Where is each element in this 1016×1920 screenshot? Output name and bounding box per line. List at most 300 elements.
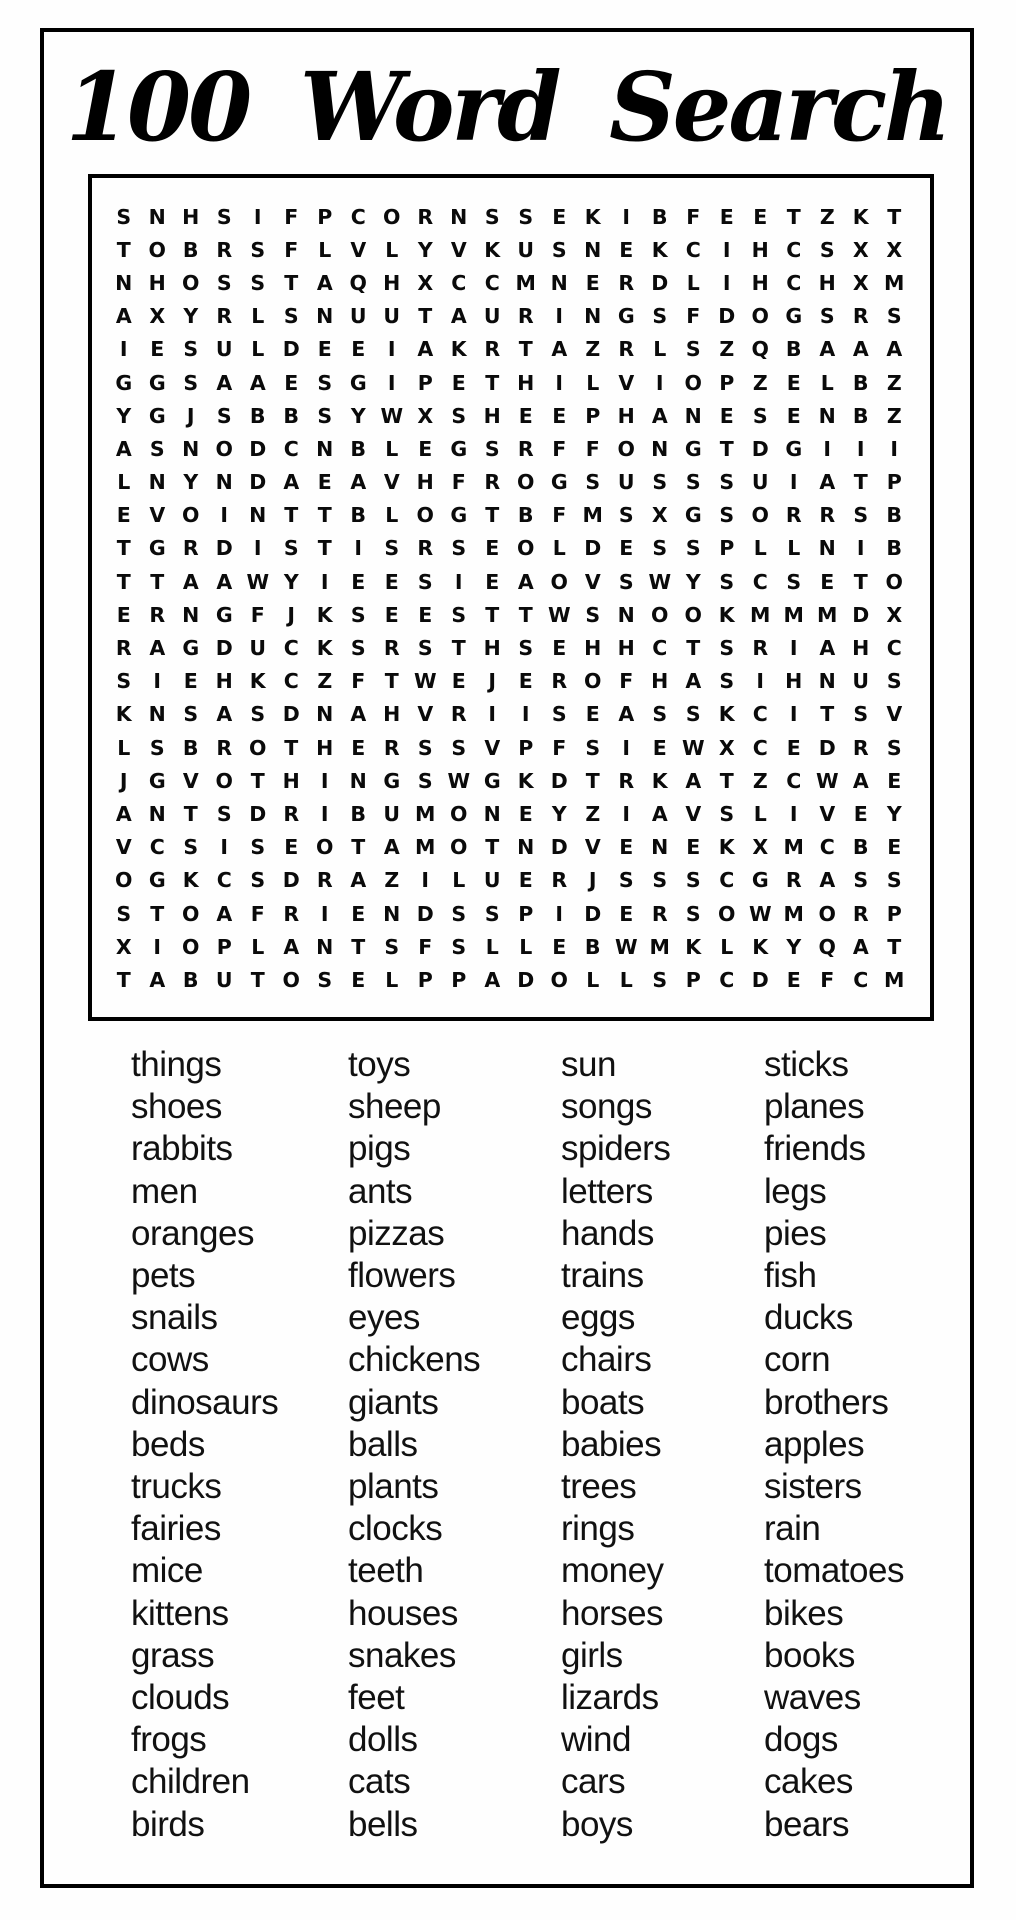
- grid-letter: C: [786, 237, 802, 262]
- word-item: trucks: [131, 1467, 222, 1507]
- grid-letter: T: [418, 304, 433, 329]
- grid-letter: H: [383, 702, 401, 727]
- grid-letter: S: [451, 934, 467, 959]
- grid-letter: E: [518, 868, 533, 893]
- grid-letter: T: [518, 337, 533, 362]
- word-item: sisters: [764, 1467, 862, 1507]
- grid-letter: L: [619, 967, 633, 992]
- word-item: fairies: [131, 1509, 221, 1549]
- grid-letter: A: [283, 934, 300, 959]
- grid-letter: E: [552, 204, 567, 229]
- grid-letter: S: [384, 536, 400, 561]
- word-item: waves: [764, 1678, 861, 1718]
- grid-letter: S: [719, 669, 735, 694]
- grid-letter: P: [886, 470, 902, 495]
- grid-letter: S: [518, 636, 534, 661]
- grid-letter: N: [584, 237, 602, 262]
- grid-letter: R: [283, 801, 300, 826]
- grid-letter: T: [116, 536, 131, 561]
- word-item: ants: [348, 1171, 413, 1211]
- grid-letter: Y: [183, 470, 199, 495]
- grid-letter: L: [686, 270, 700, 295]
- grid-letter: C: [484, 270, 500, 295]
- grid-letter: S: [819, 237, 835, 262]
- grid-letter: S: [652, 702, 668, 727]
- grid-letter: F: [351, 669, 366, 694]
- grid-letter: F: [552, 735, 567, 760]
- grid-letter: H: [517, 370, 535, 395]
- grid-letter: H: [785, 669, 803, 694]
- grid-letter: E: [719, 403, 734, 428]
- grid-letter: T: [887, 934, 902, 959]
- grid-letter: A: [651, 403, 668, 428]
- grid-letter: W: [681, 735, 705, 760]
- grid-letter: N: [148, 801, 166, 826]
- grid-letter: L: [586, 967, 600, 992]
- grid-letter: A: [852, 337, 869, 362]
- grid-letter: A: [149, 636, 166, 661]
- grid-letter: T: [786, 204, 801, 229]
- grid-letter: F: [284, 237, 299, 262]
- grid-letter: I: [387, 370, 396, 395]
- grid-letter: U: [215, 337, 233, 362]
- grid-letter: U: [215, 967, 233, 992]
- grid-letter: S: [183, 370, 199, 395]
- grid-letter: E: [485, 569, 500, 594]
- grid-letter: R: [618, 768, 635, 793]
- grid-letter: O: [148, 237, 166, 262]
- grid-letter: T: [317, 536, 332, 561]
- grid-letter: N: [818, 403, 836, 428]
- grid-letter: G: [182, 636, 200, 661]
- grid-letter: A: [115, 801, 132, 826]
- grid-letter: A: [249, 370, 266, 395]
- grid-letter: E: [451, 370, 466, 395]
- grid-letter: A: [216, 901, 233, 926]
- grid-letter: E: [351, 901, 366, 926]
- grid-letter: B: [249, 403, 266, 428]
- grid-letter: E: [552, 934, 567, 959]
- grid-letter: E: [418, 602, 433, 627]
- grid-letter: L: [251, 304, 265, 329]
- grid-letter: R: [216, 304, 233, 329]
- grid-letter: H: [316, 735, 334, 760]
- word-item: fish: [764, 1256, 817, 1296]
- grid-letter: I: [789, 470, 798, 495]
- grid-letter: F: [619, 669, 634, 694]
- grid-letter: K: [115, 702, 132, 727]
- grid-letter: A: [350, 470, 367, 495]
- word-item: songs: [561, 1087, 652, 1127]
- word-item: rings: [561, 1509, 635, 1549]
- grid-letter: W: [648, 569, 672, 594]
- grid-letter: T: [351, 835, 366, 860]
- grid-letter: G: [148, 403, 166, 428]
- grid-letter: D: [550, 835, 568, 860]
- grid-letter: N: [517, 835, 535, 860]
- grid-letter: C: [451, 270, 467, 295]
- grid-letter: U: [383, 304, 401, 329]
- grid-letter: A: [852, 768, 869, 793]
- grid-letter: S: [484, 204, 500, 229]
- grid-letter: E: [887, 835, 902, 860]
- grid-letter: A: [450, 304, 467, 329]
- grid-letter: U: [383, 801, 401, 826]
- grid-letter: C: [149, 835, 165, 860]
- grid-letter: P: [719, 536, 735, 561]
- grid-letter: S: [384, 934, 400, 959]
- grid-letter: N: [148, 470, 166, 495]
- word-item: legs: [764, 1171, 827, 1211]
- grid-letter: O: [718, 901, 736, 926]
- grid-letter: S: [250, 835, 266, 860]
- grid-letter: I: [454, 569, 463, 594]
- word-item: chickens: [348, 1340, 481, 1380]
- grid-letter: Z: [886, 370, 902, 395]
- grid-letter: U: [249, 636, 267, 661]
- grid-letter: T: [853, 569, 868, 594]
- grid-letter: I: [220, 835, 229, 860]
- grid-letter: M: [783, 901, 804, 926]
- grid-letter: I: [722, 237, 731, 262]
- grid-letter: S: [451, 403, 467, 428]
- grid-letter: C: [283, 636, 299, 661]
- grid-letter: A: [350, 702, 367, 727]
- word-item: houses: [348, 1593, 458, 1633]
- grid-letter: O: [450, 801, 468, 826]
- grid-letter: K: [517, 768, 534, 793]
- word-item: dogs: [764, 1720, 838, 1760]
- grid-letter: L: [452, 868, 466, 893]
- grid-letter: E: [351, 735, 366, 760]
- word-item: snails: [131, 1298, 218, 1338]
- grid-letter: T: [284, 270, 299, 295]
- grid-letter: R: [618, 270, 635, 295]
- grid-letter: R: [182, 536, 199, 561]
- grid-letter: N: [450, 204, 468, 229]
- grid-letter: L: [753, 801, 767, 826]
- grid-letter: V: [584, 835, 601, 860]
- grid-letter: O: [182, 934, 200, 959]
- word-item: horses: [561, 1593, 664, 1633]
- grid-letter: S: [551, 702, 567, 727]
- grid-letter: N: [349, 768, 367, 793]
- grid-letter: B: [886, 503, 903, 528]
- grid-letter: A: [618, 702, 635, 727]
- puzzle-grid-box: [88, 174, 934, 1021]
- grid-letter: V: [450, 237, 467, 262]
- grid-letter: L: [385, 237, 399, 262]
- word-item: corn: [764, 1340, 831, 1380]
- grid-letter: T: [150, 901, 165, 926]
- word-item: dolls: [348, 1720, 418, 1760]
- grid-letter: N: [115, 270, 133, 295]
- grid-letter: O: [751, 503, 769, 528]
- grid-letter: E: [786, 403, 801, 428]
- grid-letter: A: [115, 304, 132, 329]
- word-item: giants: [348, 1382, 439, 1422]
- grid-letter: S: [719, 636, 735, 661]
- grid-letter: V: [618, 370, 635, 395]
- grid-letter: Y: [886, 801, 902, 826]
- grid-letter: T: [719, 436, 734, 461]
- grid-letter: L: [820, 370, 834, 395]
- grid-letter: E: [116, 503, 131, 528]
- grid-letter: I: [856, 436, 865, 461]
- grid-letter: M: [515, 270, 536, 295]
- grid-letter: H: [483, 636, 501, 661]
- grid-letter: G: [148, 536, 166, 561]
- grid-letter: D: [517, 967, 535, 992]
- grid-letter: S: [417, 768, 433, 793]
- grid-letter: D: [718, 304, 736, 329]
- grid-letter: Z: [317, 669, 333, 694]
- word-item: wind: [561, 1720, 631, 1760]
- grid-letter: M: [884, 967, 905, 992]
- grid-letter: S: [652, 304, 668, 329]
- grid-letter: X: [149, 304, 166, 329]
- grid-letter: V: [182, 768, 199, 793]
- grid-letter: S: [518, 204, 534, 229]
- grid-letter: O: [617, 436, 635, 461]
- grid-letter: T: [317, 503, 332, 528]
- grid-letter: O: [215, 436, 233, 461]
- grid-letter: V: [819, 801, 836, 826]
- grid-letter: C: [886, 636, 902, 661]
- grid-letter: P: [886, 901, 902, 926]
- word-item: frogs: [131, 1720, 207, 1760]
- word-item: birds: [131, 1804, 205, 1844]
- grid-letter: L: [117, 470, 131, 495]
- grid-letter: Z: [585, 337, 601, 362]
- grid-letter: N: [584, 304, 602, 329]
- grid-letter: Y: [551, 801, 567, 826]
- grid-letter: W: [413, 669, 437, 694]
- grid-letter: W: [447, 768, 471, 793]
- grid-letter: Z: [752, 768, 768, 793]
- grid-letter: L: [385, 967, 399, 992]
- grid-letter: D: [818, 735, 836, 760]
- grid-letter: K: [685, 934, 702, 959]
- grid-letter: R: [785, 503, 802, 528]
- grid-letter: H: [584, 636, 602, 661]
- grid-letter: O: [115, 868, 133, 893]
- grid-letter: O: [818, 901, 836, 926]
- grid-letter: S: [886, 669, 902, 694]
- grid-letter: D: [249, 436, 267, 461]
- word-item: sticks: [764, 1045, 849, 1084]
- grid-letter: N: [316, 702, 334, 727]
- grid-letter: H: [483, 403, 501, 428]
- word-item: chairs: [561, 1340, 652, 1380]
- grid-letter: E: [284, 370, 299, 395]
- grid-letter: E: [317, 337, 332, 362]
- grid-letter: O: [182, 503, 200, 528]
- grid-letter: N: [651, 835, 669, 860]
- grid-letter: S: [685, 702, 701, 727]
- grid-letter: T: [250, 768, 265, 793]
- grid-letter: E: [753, 204, 768, 229]
- grid-letter: M: [415, 835, 436, 860]
- grid-letter: M: [884, 270, 905, 295]
- grid-letter: O: [550, 569, 568, 594]
- grid-letter: R: [852, 304, 869, 329]
- word-item: trees: [561, 1467, 637, 1507]
- grid-letter: N: [182, 436, 200, 461]
- grid-letter: E: [585, 270, 600, 295]
- grid-letter: H: [148, 270, 166, 295]
- grid-letter: O: [651, 602, 669, 627]
- grid-letter: P: [719, 370, 735, 395]
- grid-letter: O: [182, 901, 200, 926]
- grid-letter: V: [886, 702, 903, 727]
- grid-letter: M: [415, 801, 436, 826]
- grid-letter: B: [517, 503, 534, 528]
- grid-letter: K: [718, 702, 735, 727]
- word-item: flowers: [348, 1256, 456, 1296]
- grid-letter: T: [485, 835, 500, 860]
- grid-letter: T: [116, 967, 131, 992]
- grid-letter: L: [251, 337, 265, 362]
- grid-letter: U: [751, 470, 769, 495]
- page-title: 100 Word Search: [65, 52, 949, 163]
- grid-letter: E: [384, 602, 399, 627]
- grid-letter: M: [783, 602, 804, 627]
- grid-letter: T: [518, 602, 533, 627]
- grid-letter: R: [819, 503, 836, 528]
- grid-letter: T: [887, 204, 902, 229]
- grid-letter: E: [183, 669, 198, 694]
- word-item: sun: [561, 1045, 616, 1084]
- grid-letter: N: [249, 503, 267, 528]
- grid-letter: U: [617, 470, 635, 495]
- word-item: cats: [348, 1762, 411, 1802]
- grid-letter: G: [215, 602, 233, 627]
- grid-letter: H: [416, 470, 434, 495]
- grid-letter: S: [652, 868, 668, 893]
- word-item: brothers: [764, 1382, 889, 1422]
- grid-letter: V: [417, 702, 434, 727]
- grid-letter: S: [250, 270, 266, 295]
- grid-letter: G: [785, 436, 803, 461]
- grid-letter: C: [786, 768, 802, 793]
- grid-letter: S: [283, 536, 299, 561]
- grid-letter: Z: [719, 337, 735, 362]
- grid-letter: A: [551, 337, 568, 362]
- word-item: beds: [131, 1424, 205, 1464]
- grid-letter: G: [684, 436, 702, 461]
- word-item: grass: [131, 1635, 215, 1675]
- word-item: eyes: [348, 1298, 420, 1338]
- grid-letter: Y: [685, 569, 701, 594]
- grid-letter: E: [451, 669, 466, 694]
- grid-letter: I: [320, 801, 329, 826]
- grid-letter: D: [282, 868, 300, 893]
- grid-letter: A: [819, 470, 836, 495]
- grid-letter: O: [751, 304, 769, 329]
- grid-letter: X: [718, 735, 735, 760]
- grid-letter: R: [417, 536, 434, 561]
- grid-letter: D: [282, 702, 300, 727]
- grid-letter: S: [853, 503, 869, 528]
- grid-letter: C: [652, 636, 668, 661]
- grid-letter: F: [686, 204, 701, 229]
- grid-letter: L: [720, 934, 734, 959]
- grid-letter: C: [786, 270, 802, 295]
- grid-letter: N: [316, 436, 334, 461]
- grid-letter: R: [618, 337, 635, 362]
- grid-letter: R: [484, 337, 501, 362]
- grid-letter: G: [785, 304, 803, 329]
- grid-letter: Y: [183, 304, 199, 329]
- grid-letter: L: [753, 536, 767, 561]
- grid-letter: E: [820, 569, 835, 594]
- word-item: clouds: [131, 1678, 230, 1718]
- grid-letter: S: [183, 702, 199, 727]
- grid-letter: S: [317, 370, 333, 395]
- grid-letter: A: [685, 768, 702, 793]
- grid-letter: K: [852, 204, 869, 229]
- grid-letter: B: [182, 237, 199, 262]
- grid-letter: B: [584, 934, 601, 959]
- grid-letter: X: [651, 503, 668, 528]
- grid-letter: I: [320, 768, 329, 793]
- grid-letter: S: [551, 237, 567, 262]
- grid-letter: Y: [116, 403, 132, 428]
- grid-letter: F: [418, 934, 433, 959]
- grid-letter: L: [653, 337, 667, 362]
- grid-letter: B: [886, 536, 903, 561]
- grid-letter: D: [550, 768, 568, 793]
- grid-letter: D: [584, 901, 602, 926]
- grid-letter: N: [316, 304, 334, 329]
- grid-letter: E: [518, 669, 533, 694]
- grid-letter: H: [751, 237, 769, 262]
- word-item: bikes: [764, 1593, 844, 1633]
- grid-letter: E: [351, 337, 366, 362]
- grid-letter: I: [555, 304, 564, 329]
- word-item: pigs: [348, 1129, 411, 1169]
- grid-letter: I: [722, 270, 731, 295]
- grid-letter: N: [483, 801, 501, 826]
- word-item: boats: [561, 1382, 645, 1422]
- grid-letter: G: [617, 304, 635, 329]
- grid-letter: C: [752, 735, 768, 760]
- word-item: cakes: [764, 1762, 853, 1802]
- grid-letter: K: [651, 237, 668, 262]
- grid-letter: S: [652, 967, 668, 992]
- word-item: toys: [348, 1045, 411, 1084]
- grid-letter: R: [852, 735, 869, 760]
- grid-letter: J: [488, 669, 497, 694]
- grid-letter: I: [387, 337, 396, 362]
- grid-letter: I: [789, 636, 798, 661]
- grid-letter: S: [618, 569, 634, 594]
- grid-letter: Y: [283, 569, 299, 594]
- grid-letter: T: [384, 669, 399, 694]
- grid-letter: S: [853, 702, 869, 727]
- grid-letter: H: [215, 669, 233, 694]
- grid-letter: U: [517, 237, 535, 262]
- word-item: sheep: [348, 1087, 441, 1127]
- grid-letter: S: [183, 835, 199, 860]
- grid-letter: F: [250, 901, 265, 926]
- grid-letter: N: [617, 602, 635, 627]
- grid-letter: T: [284, 503, 299, 528]
- word-item: pizzas: [348, 1213, 445, 1253]
- grid-letter: C: [752, 569, 768, 594]
- word-item: clocks: [348, 1509, 443, 1549]
